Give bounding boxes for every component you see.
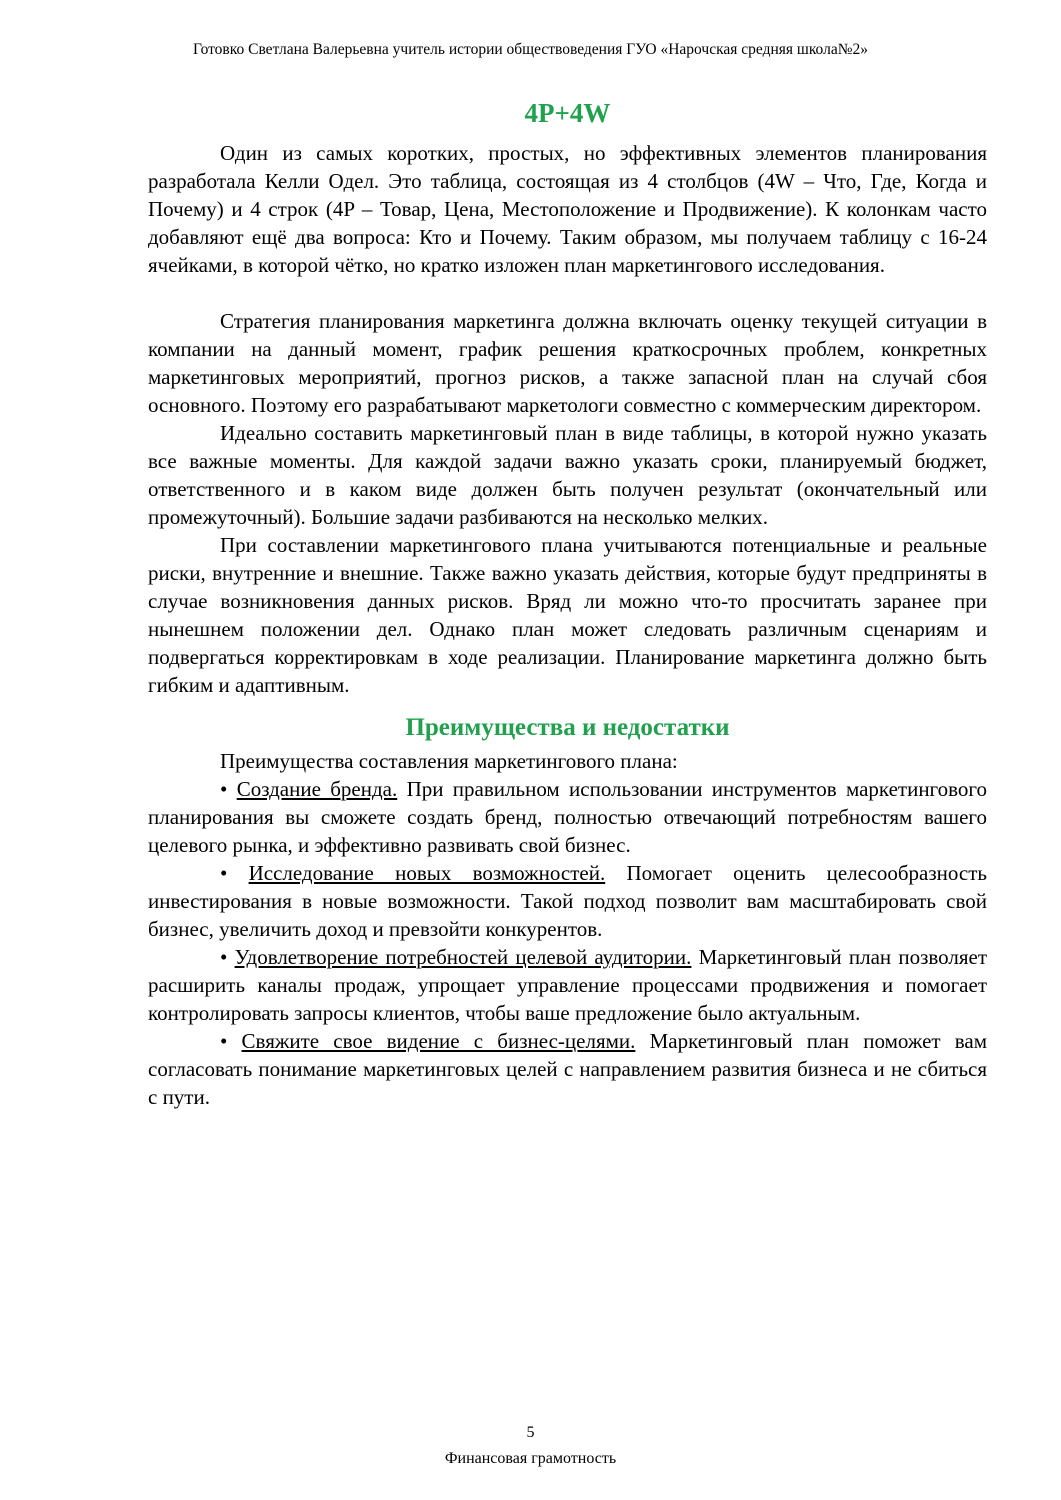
bullet-text: Маркетинговый план позволяет расширить каналы продаж, упрощает управление процессами продвижения и помогает контролировать запросы клиентов, чтобы ваше предложение было актуальным. [148,945,988,1025]
bullet-lead: Удовлетворение потребностей целевой аудитории. [234,945,692,969]
bullet-marker: • [220,1029,228,1053]
bullet-item [148,1027,987,1111]
page-title: 4P+4W [524,98,611,128]
bullet-item [148,775,987,859]
section-intro: Преимущества составления маркетингового плана: [220,749,678,773]
page-footer [0,1420,1061,1472]
bullet-lead: Создание бренда. [236,777,398,801]
bullet-marker: • [220,861,228,885]
document-header: Готовко Светлана Валерьевна учитель истории обществоведения ГУО «Нарочская средняя школа№2» [192,41,869,58]
footer-page-number: 5 [526,1424,535,1441]
bullet-text: Помогает оценить целесообразность инвестирования в новые возможности. Такой подход позволит вам масштабировать свой бизнес, увеличить доход и превзойти конкурентов. [148,861,988,941]
paragraph: Стратегия планирования маркетинга должна включать оценку текущей ситуации в компании на данный момент, график решения краткосрочных проблем, конкретных маркетинговых мероприятий, прогноз рисков, а также запасной план на случай сбоя основного. Поэтому его разрабатывают маркетологи совместно с коммерческим директором. [148,309,987,417]
footer-label: Финансовая грамотность [444,1450,617,1467]
section-heading: Преимущества и недостатки [405,714,730,741]
bullet-marker: • [220,945,228,969]
paragraph: При составлении маркетингового плана учитываются потенциальные и реальные риски, внутренние и внешние. Также важно указать действия, которые будут предприняты в случае возникновения данных рисков. Вряд ли можно что-то просчитать заранее при нынешнем положении дел. Однако план может следовать различным сценариям и подвергаться корректировкам в ходе реализации. Планирование маркетинга должно быть гибким и адаптивным. [148,533,987,697]
bullet-item [148,859,987,943]
paragraph: Один из самых коротких, простых, но эффективных элементов планирования разработала Келли Одел. Это таблица, состоящая из 4 столбцов (4W – Что, Где, Когда и Почему) и 4 строк (4P – Товар, Цена, Местоположение и Продвижение). К колонкам часто добавляют ещё два вопроса: Кто и Почему. Таким образом, мы получаем таблицу с 16-24 ячейками, в которой чётко, но кратко изложен план маркетингового исследования. [148,141,987,277]
bullet-marker: • [220,777,228,801]
bullet-item [148,943,987,1027]
bullet-lead: Исследование новых возможностей. [248,861,606,885]
bullet-text: При правильном использовании инструментов маркетингового планирования вы сможете создать бренд, полностью отвечающий потребностям вашего целевого рынка, и эффективно развивать свой бизнес. [148,777,988,857]
paragraph: Идеально составить маркетинговый план в виде таблицы, в которой нужно указать все важные моменты. Для каждой задачи важно указать сроки, планируемый бюджет, ответственного и в каком виде должен быть получен результат (окончательный или промежуточный). Большие задачи разбиваются на несколько мелких. [148,421,987,529]
bullet-text: Маркетинговый план поможет вам согласовать понимание маркетинговых целей с направлением развития бизнеса и не сбиться с пути. [148,1029,987,1109]
bullet-lead: Свяжите свое видение с бизнес-целями. [241,1029,636,1053]
document-body [148,139,987,1111]
